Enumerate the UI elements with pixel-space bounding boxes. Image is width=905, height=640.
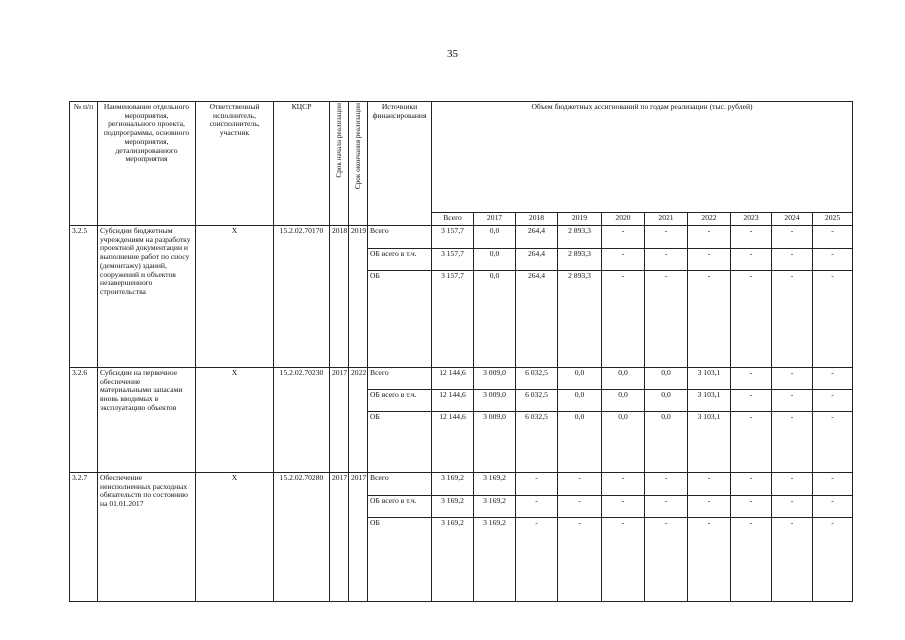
value-cell: -	[772, 249, 813, 271]
page-number: 35	[447, 48, 458, 60]
value-cell: 6 032,5	[516, 390, 558, 412]
value-cell: 3 157,7	[432, 226, 474, 249]
value-cell: 0,0	[645, 368, 688, 390]
row-responsible: X	[196, 473, 274, 602]
header-name: Наименование отдельного мероприятия, регионального проекта, подпрограммы, основного мероприятия, детализированного мероприятия	[98, 102, 196, 226]
value-cell: -	[813, 390, 853, 412]
value-cell: -	[602, 271, 645, 368]
header-volume: Объем бюджетных ассигнований по годам реализации (тыс. рублей)	[432, 102, 853, 213]
row-responsible: X	[196, 368, 274, 473]
value-cell: -	[813, 518, 853, 602]
header-source: Источники финансирования	[368, 102, 432, 226]
value-cell: -	[813, 226, 853, 249]
row-source: ОБ	[368, 518, 432, 602]
value-cell: -	[813, 271, 853, 368]
value-cell: 264,4	[516, 271, 558, 368]
value-cell: -	[558, 518, 602, 602]
value-cell: 3 103,1	[688, 390, 731, 412]
row-name: Обеспечение неисполненных расходных обязательств по состоянию на 01.01.2017	[98, 473, 196, 602]
value-cell: 3 169,2	[432, 496, 474, 518]
value-cell: 3 009,0	[474, 390, 516, 412]
value-cell: -	[731, 518, 772, 602]
value-cell: 0,0	[558, 412, 602, 473]
value-cell: -	[731, 249, 772, 271]
row-source: ОБ всего в т.ч.	[368, 496, 432, 518]
header-responsible: Ответственный исполнитель, соисполнитель, участник	[196, 102, 274, 226]
header-no: № п/п	[70, 102, 98, 226]
value-cell: 3 169,2	[474, 496, 516, 518]
year-header-6: 2022	[688, 213, 731, 226]
value-cell: 2 893,3	[558, 271, 602, 368]
value-cell: 12 144,6	[432, 412, 474, 473]
value-cell: -	[688, 249, 731, 271]
value-cell: -	[813, 496, 853, 518]
header-row	[70, 102, 853, 213]
year-header-7: 2023	[731, 213, 772, 226]
value-cell: -	[772, 518, 813, 602]
year-header-1: 2017	[474, 213, 516, 226]
value-cell: -	[688, 496, 731, 518]
value-cell: -	[558, 473, 602, 496]
header-end-text: Срок окончания реализации	[353, 103, 362, 190]
value-cell: -	[602, 518, 645, 602]
value-cell: 3 169,2	[474, 473, 516, 496]
value-cell: 3 157,7	[432, 271, 474, 368]
row-start: 2018	[330, 226, 349, 368]
value-cell: 0,0	[602, 390, 645, 412]
value-cell: -	[516, 496, 558, 518]
value-cell: -	[813, 412, 853, 473]
value-cell: -	[731, 473, 772, 496]
value-cell: -	[645, 473, 688, 496]
value-cell: 0,0	[602, 368, 645, 390]
value-cell: -	[688, 271, 731, 368]
year-header-0: Всего	[432, 213, 474, 226]
value-cell: 3 169,2	[474, 518, 516, 602]
value-cell: -	[772, 473, 813, 496]
value-cell: -	[772, 271, 813, 368]
value-cell: -	[602, 473, 645, 496]
row-source: ОБ	[368, 412, 432, 473]
value-cell: 12 144,6	[432, 390, 474, 412]
row-kcsr: 15.2.02.70280	[274, 473, 330, 602]
row-name: Субсидии бюджетным учреждениям на разработку проектной документации и выполнение работ по сносу (демонтажу) зданий, сооружений и объектов незавершенного строительства	[98, 226, 196, 368]
value-cell: -	[688, 226, 731, 249]
value-cell: 3 169,2	[432, 518, 474, 602]
row-start: 2017	[330, 368, 349, 473]
row-number: 3.2.7	[70, 473, 98, 602]
value-cell: -	[558, 496, 602, 518]
row-number: 3.2.5	[70, 226, 98, 368]
row-start: 2017	[330, 473, 349, 602]
row-kcsr: 15.2.02.70230	[274, 368, 330, 473]
value-cell: 3 103,1	[688, 412, 731, 473]
row-source: ОБ всего в т.ч.	[368, 249, 432, 271]
value-cell: 2 893,3	[558, 226, 602, 249]
value-cell: -	[772, 226, 813, 249]
value-cell: -	[731, 368, 772, 390]
value-cell: 6 032,5	[516, 368, 558, 390]
value-cell: 2 893,3	[558, 249, 602, 271]
value-cell: 3 009,0	[474, 368, 516, 390]
value-cell: 0,0	[602, 412, 645, 473]
table-row	[70, 473, 853, 496]
value-cell: -	[645, 249, 688, 271]
row-kcsr: 15.2.02.70170	[274, 226, 330, 368]
value-cell: 264,4	[516, 249, 558, 271]
value-cell: -	[645, 518, 688, 602]
value-cell: 0,0	[558, 368, 602, 390]
value-cell: -	[731, 271, 772, 368]
value-cell: 3 169,2	[432, 473, 474, 496]
header-kcsr: КЦСР	[274, 102, 330, 226]
year-header-5: 2021	[645, 213, 688, 226]
value-cell: 12 144,6	[432, 368, 474, 390]
row-source: Всего	[368, 473, 432, 496]
value-cell: -	[516, 473, 558, 496]
table-row	[70, 368, 853, 390]
row-source: Всего	[368, 226, 432, 249]
value-cell: 0,0	[645, 412, 688, 473]
row-source: Всего	[368, 368, 432, 390]
row-name: Субсидии на первичное обеспечение материальными запасами вновь вводимых в эксплуатацию объектов	[98, 368, 196, 473]
value-cell: -	[645, 496, 688, 518]
value-cell: 0,0	[474, 226, 516, 249]
year-header-8: 2024	[772, 213, 813, 226]
value-cell: -	[772, 390, 813, 412]
value-cell: -	[813, 249, 853, 271]
value-cell: 0,0	[474, 249, 516, 271]
table-row	[70, 226, 853, 249]
value-cell: 3 103,1	[688, 368, 731, 390]
year-header-3: 2019	[558, 213, 602, 226]
value-cell: -	[772, 496, 813, 518]
value-cell: -	[602, 249, 645, 271]
row-end: 2022	[349, 368, 368, 473]
year-header-4: 2020	[602, 213, 645, 226]
year-header-9: 2025	[813, 213, 853, 226]
row-source: ОБ	[368, 271, 432, 368]
value-cell: -	[731, 496, 772, 518]
row-number: 3.2.6	[70, 368, 98, 473]
value-cell: -	[688, 473, 731, 496]
row-source: ОБ всего в т.ч.	[368, 390, 432, 412]
value-cell: -	[813, 368, 853, 390]
value-cell: -	[772, 412, 813, 473]
value-cell: -	[516, 518, 558, 602]
budget-table	[69, 101, 853, 602]
value-cell: 0,0	[474, 271, 516, 368]
header-start	[330, 102, 349, 226]
row-end: 2017	[349, 473, 368, 602]
value-cell: -	[602, 226, 645, 249]
value-cell: -	[645, 271, 688, 368]
value-cell: -	[772, 368, 813, 390]
row-end: 2019	[349, 226, 368, 368]
value-cell: -	[645, 226, 688, 249]
header-start-text: Срок начала реализации	[334, 103, 343, 178]
value-cell: -	[688, 518, 731, 602]
row-responsible: X	[196, 226, 274, 368]
value-cell: -	[731, 412, 772, 473]
value-cell: 6 032,5	[516, 412, 558, 473]
value-cell: 0,0	[645, 390, 688, 412]
value-cell: 0,0	[558, 390, 602, 412]
value-cell: -	[731, 226, 772, 249]
value-cell: -	[813, 473, 853, 496]
value-cell: 3 157,7	[432, 249, 474, 271]
value-cell: 264,4	[516, 226, 558, 249]
value-cell: 3 009,0	[474, 412, 516, 473]
header-end	[349, 102, 368, 226]
value-cell: -	[602, 496, 645, 518]
year-header-2: 2018	[516, 213, 558, 226]
value-cell: -	[731, 390, 772, 412]
